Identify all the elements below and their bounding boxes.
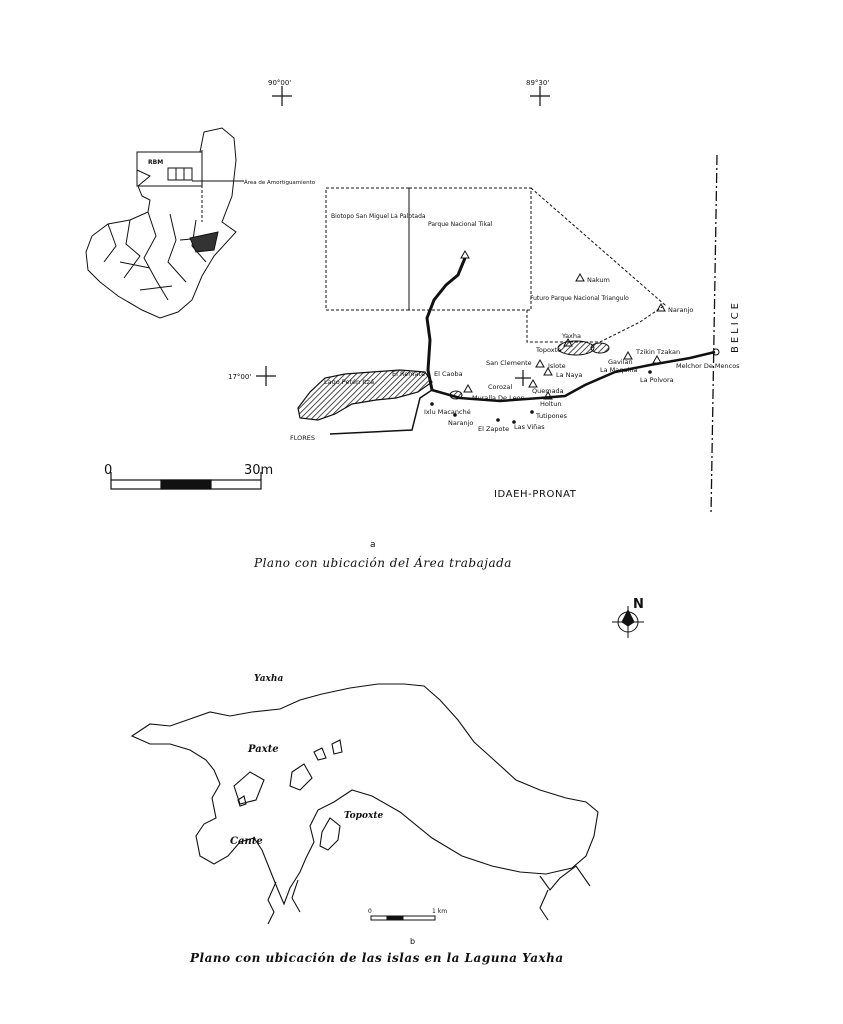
north-label: N [633,597,644,612]
caption-a: Plano con ubicación del Área trabajada [254,556,512,570]
belize-border [711,155,717,515]
place-flores: FLORES [290,434,315,442]
label-paxte: Paxte [248,744,279,755]
caption-b: Plano con ubicación de las islas en la Laguna Yaxha [190,951,564,965]
place-el-remate: El Remate [392,370,426,378]
scale-b-start: 0 [368,908,372,915]
place-melchor: Melchor De Mencos [676,362,740,370]
coord-label-8930w: 89°30' [526,79,550,87]
inset-rbm-label: RBM [148,159,164,166]
place-holtun: Holtun [540,400,562,408]
scale-a-start: 0 [104,463,113,478]
place-quemada: Quemada [532,387,564,395]
place-san-clemente: San Clemente [486,359,532,367]
lakes-east [450,341,609,399]
place-el-caoba: El Caoba [434,370,463,378]
place-corozal: Corozal [488,383,513,391]
place-tutipones: Tutipones [536,412,568,420]
tikal-label: Parque Nacional Tikal [428,221,493,228]
coord-label-17n: 17°00' [228,373,252,381]
panel-letter-b: b [410,937,416,946]
place-gavilan: Gavilan [608,358,633,366]
place-topoxte: Topoxte [536,346,562,354]
credit-label: IDAEH-PRONAT [494,489,577,500]
coord-cross-90 [272,86,292,106]
protected-areas [326,188,665,342]
triangulo-boundary [527,188,665,342]
site-markers [461,251,719,399]
place-nakum: Nakum [587,276,610,284]
coord-cross-8930 [530,86,550,106]
coord-cross-17 [256,366,276,386]
label-yaxha: Yaxha [254,674,284,684]
place-las-vinas: Las Viñas [514,423,545,431]
road-network [330,258,715,434]
place-la-maquina: La Maquina [600,366,638,374]
triangulo-label: Futuro Parque Nacional Triangulo [530,295,629,302]
guatemala-inset-map [86,128,244,318]
place-naranjo-ne: Naranjo [668,306,694,314]
scale-b-end: 1 km [432,908,448,915]
panel-letter-a: a [370,540,376,550]
label-topoxte: Topoxte [344,811,384,821]
place-naranjo-s: Naranjo [448,419,474,427]
inset-area-label: Área de Amortiguamiento [244,180,316,186]
biotopo-boundary [326,188,409,310]
place-la-naya: La Naya [556,371,583,379]
coord-cross-center [515,370,531,386]
place-islote: Islote [548,362,566,370]
place-yaxha: Yaxha [562,332,582,340]
biotopo-label: Biotopo San Miguel La Palotada [331,213,426,220]
belize-label: BELICE [730,300,741,353]
place-ixlu: Ixlu Macanché [424,408,471,416]
place-la-polvora: La Polvora [640,376,674,384]
place-muralla: Muralla De Leon [472,394,525,402]
tikal-boundary [409,188,531,310]
laguna-yaxha [132,684,598,924]
scale-bar-a [111,472,261,489]
scale-bar-b [371,916,435,920]
place-lago: Lago Petén Itzá [324,378,375,386]
label-cante: Cante [230,836,263,847]
scale-a-end: 30m [244,463,274,478]
place-el-zapote: El Zapote [478,425,510,433]
coord-label-90w: 90°00' [268,79,292,87]
place-tzikin-tzakan: Tzikin Tzakan [636,348,681,356]
